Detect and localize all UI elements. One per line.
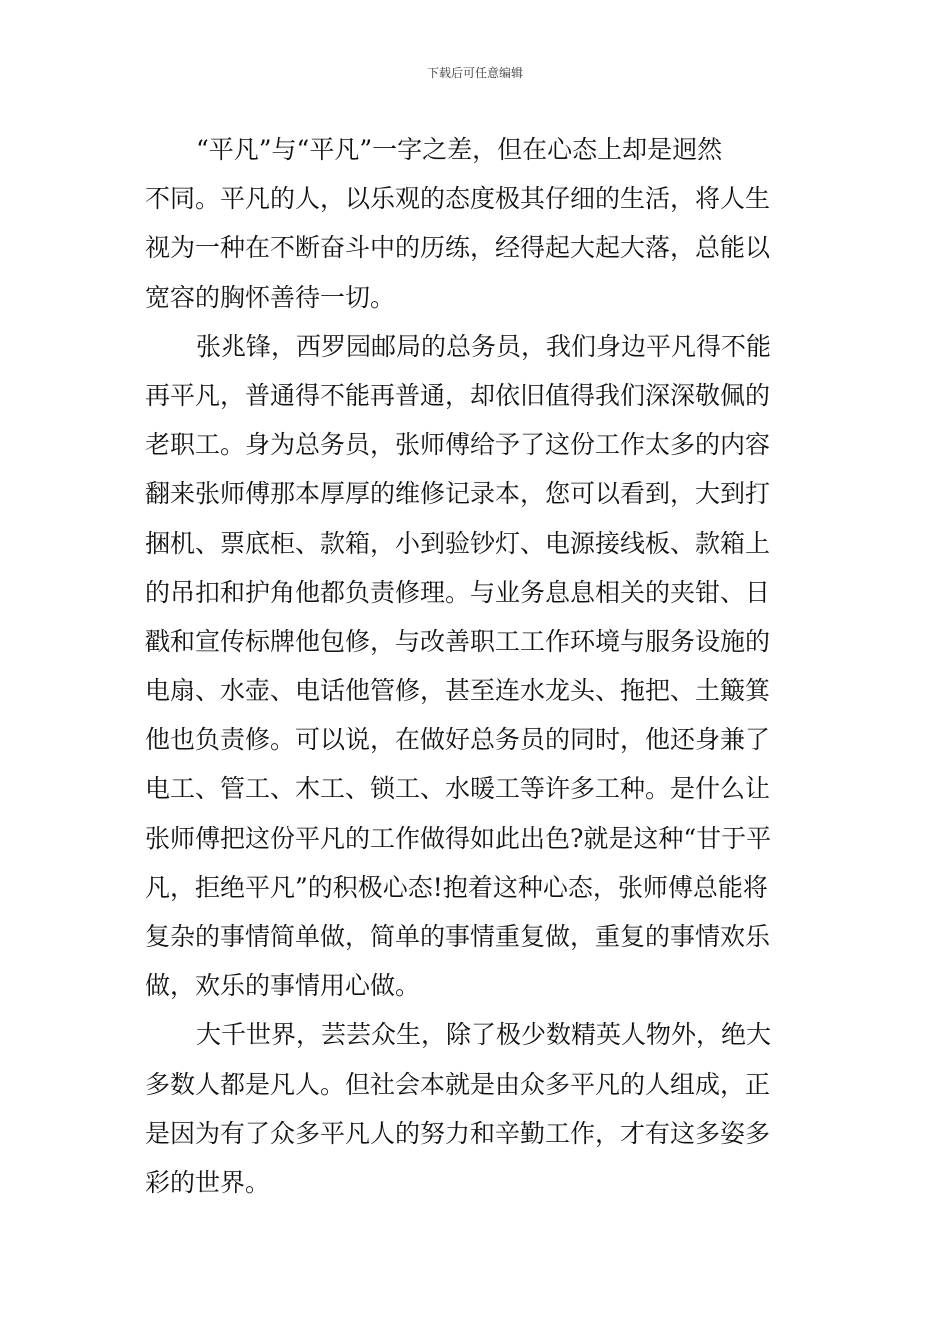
paragraph-3 — [145, 1010, 807, 1207]
text-line: 多数人都是凡人。但社会本就是由众多平凡的人组成，正 — [145, 1069, 771, 1099]
text-line: 张兆锋，西罗园邮局的总务员，我们身边平凡得不能 — [196, 331, 772, 361]
paragraph-1 — [145, 125, 807, 322]
text-line: 电扇、水壶、电话他管修，甚至连水龙头、拖把、土簸箕 — [145, 676, 771, 706]
text-line: 宽容的胸怀善待一切。 — [145, 282, 396, 312]
text-line: 做，欢乐的事情用心做。 — [145, 971, 421, 1001]
text-line: 的吊扣和护角他都负责修理。与业务息息相关的夹钳、日 — [145, 577, 771, 607]
text-line: 捆机、票底柜、款箱，小到验钞灯、电源接线板、款箱上 — [145, 528, 771, 558]
text-line: 张师傅把这份平凡的工作做得如此出色?就是这种“甘于平 — [145, 823, 772, 853]
text-line: 不同。平凡的人，以乐观的态度极其仔细的生活，将人生 — [145, 184, 771, 214]
text-line: 戳和宣传标牌他包修，与改善职工工作环境与服务设施的 — [145, 626, 771, 656]
text-line: 他也负责修。可以说，在做好总务员的同时，他还身兼了 — [145, 725, 771, 755]
text-line: “平凡”与“平凡”一字之差，但在心态上却是迥然 — [196, 135, 723, 164]
document-body — [145, 125, 807, 1207]
text-line: 是因为有了众多平凡人的努力和辛勤工作，才有这多姿多 — [145, 1118, 771, 1148]
paragraph-2 — [145, 322, 807, 1011]
header-text: 下载后可任意编辑 — [426, 66, 523, 80]
text-line: 视为一种在不断奋斗中的历练，经得起大起大落，总能以 — [145, 233, 771, 263]
text-line: 凡，拒绝平凡”的积极心态!抱着这种心态，张师傅总能将 — [145, 872, 768, 902]
page-header — [0, 64, 950, 82]
text-line: 老职工。身为总务员，张师傅给予了这份工作太多的内容 — [145, 430, 771, 460]
text-line: 电工、管工、木工、锁工、水暖工等许多工种。是什么让 — [145, 774, 771, 804]
text-line: 大千世界，芸芸众生，除了极少数精英人物外，绝大 — [196, 1020, 772, 1050]
text-line: 复杂的事情简单做，简单的事情重复做，重复的事情欢乐 — [145, 922, 771, 951]
text-line: 再平凡，普通得不能再普通，却依旧值得我们深深敬佩的 — [145, 380, 771, 410]
text-line: 彩的世界。 — [145, 1167, 271, 1197]
text-line: 翻来张师傅那本厚厚的维修记录本，您可以看到，大到打 — [145, 479, 771, 509]
